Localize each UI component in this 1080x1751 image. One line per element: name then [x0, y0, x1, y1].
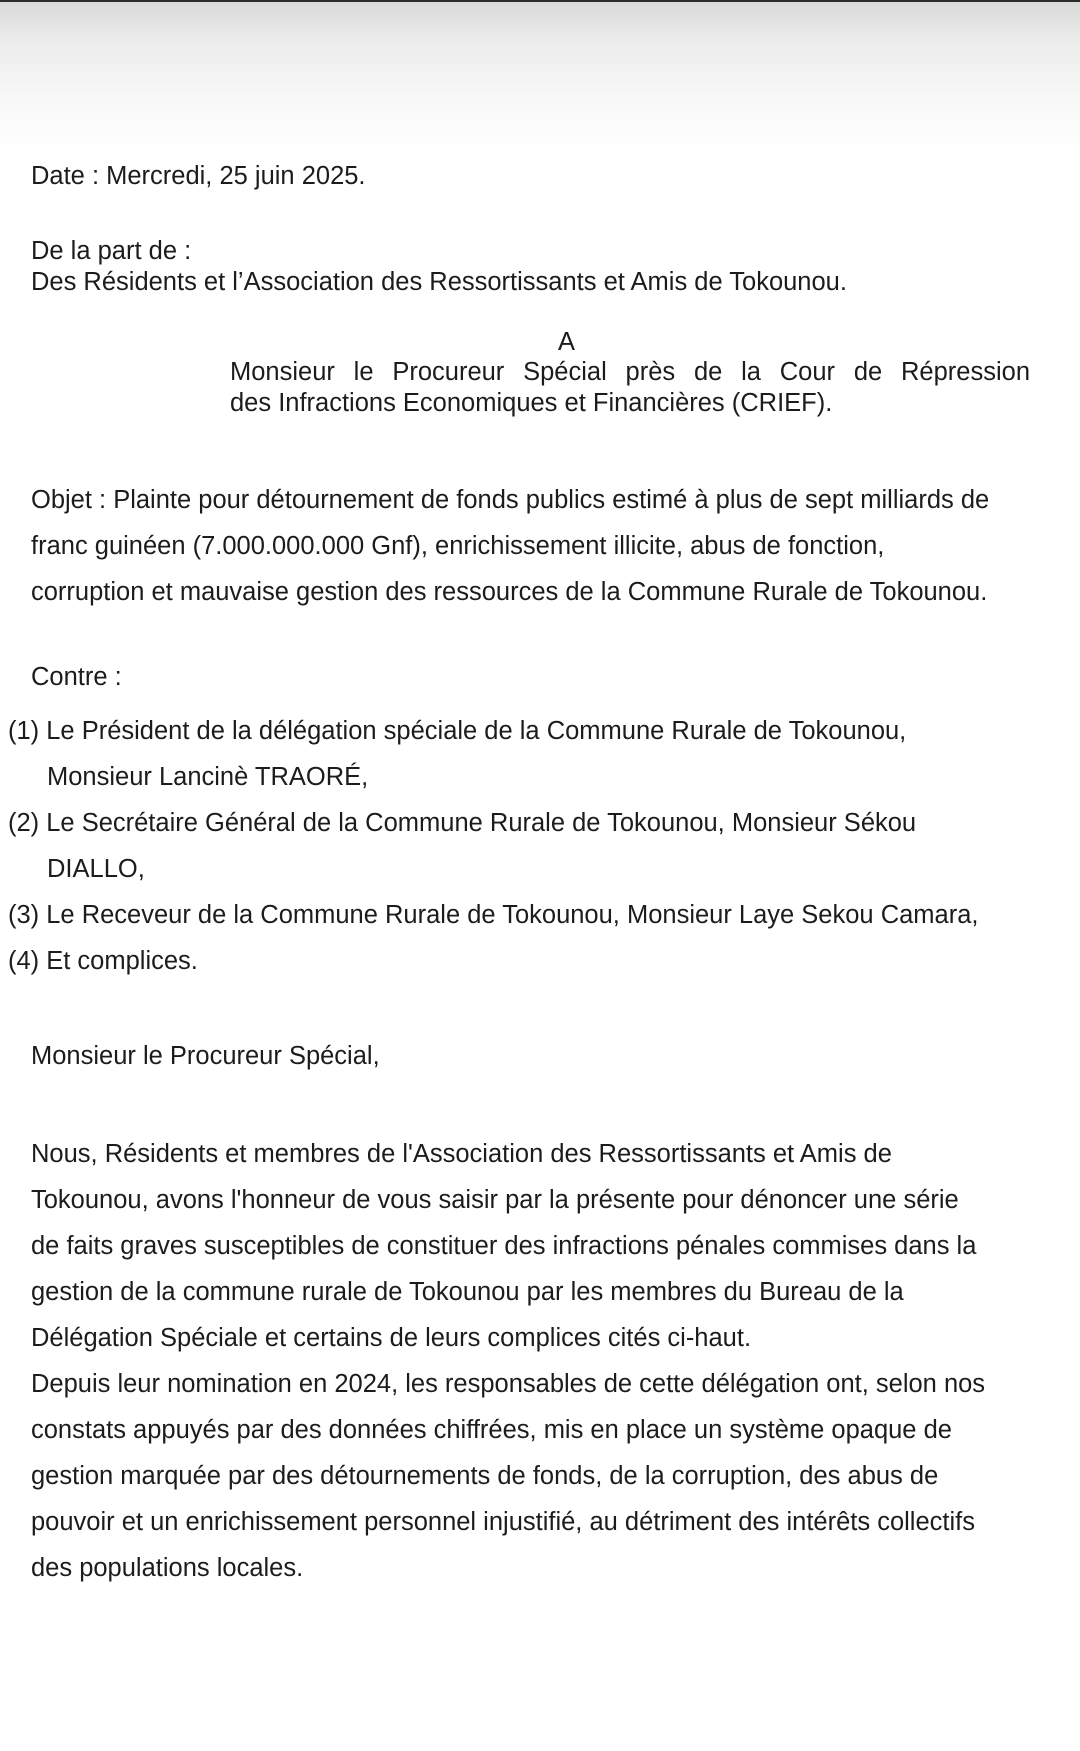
list-item: (2) Le Secrétaire Général de la Commune Rurale de Tokounou, Monsieur Sékou [8, 809, 917, 837]
body-paragraph [31, 1131, 1041, 1591]
object-paragraph [31, 477, 1031, 615]
body-line: gestion marquée par des détournements de fonds, de la corruption, des abus de [31, 1462, 939, 1490]
body-line: Nous, Résidents et membres de l'Association des Ressortissants et Amis de [31, 1140, 892, 1168]
body-line: de faits graves susceptibles de constituer des infractions pénales commises dans la [31, 1232, 977, 1260]
salutation: Monsieur le Procureur Spécial, [31, 1042, 380, 1070]
body-line: Tokounou, avons l'honneur de vous saisir par la présente pour dénoncer une série [31, 1186, 959, 1214]
against-label: Contre : [31, 663, 122, 691]
sender-label: De la part de : [31, 237, 192, 265]
list-item: (4) Et complices. [8, 947, 198, 975]
body-line: pouvoir et un enrichissement personnel injustifié, au détriment des intérêts collectifs [31, 1508, 975, 1536]
list-item-continuation: Monsieur Lancinè TRAORÉ, [47, 763, 369, 791]
object-line: corruption et mauvaise gestion des ressources de la Commune Rurale de Tokounou. [31, 578, 988, 606]
list-item-continuation: DIALLO, [47, 855, 145, 883]
body-line: des populations locales. [31, 1554, 304, 1582]
body-line: constats appuyés par des données chiffrées, mis en place un système opaque de [31, 1416, 952, 1444]
letter-date: Date : Mercredi, 25 juin 2025. [31, 162, 366, 190]
list-item: (1) Le Président de la délégation spéciale de la Commune Rurale de Tokounou, [8, 717, 907, 745]
object-line: Objet : Plainte pour détournement de fonds publics estimé à plus de sept milliards de [31, 486, 990, 514]
body-line: Délégation Spéciale et certains de leurs complices cités ci-haut. [31, 1324, 752, 1352]
list-item: (3) Le Receveur de la Commune Rurale de Tokounou, Monsieur Laye Sekou Camara, [8, 901, 979, 929]
recipient-block [230, 357, 1030, 419]
body-line: Depuis leur nomination en 2024, les responsables de cette délégation ont, selon nos [31, 1370, 986, 1398]
against-list [8, 708, 978, 984]
body-line: gestion de la commune rurale de Tokounou par les membres du Bureau de la [31, 1278, 904, 1306]
recipient-line: Monsieur le Procureur Spécial près de la Cour de Répression [230, 358, 1030, 386]
object-line: franc guinéen (7.000.000.000 Gnf), enrichissement illicite, abus de fonction, [31, 532, 885, 560]
recipient-line: des Infractions Economiques et Financières (CRIEF). [230, 389, 833, 417]
recipient-prefix: A [558, 328, 576, 356]
sender-value: Des Résidents et l’Association des Ressortissants et Amis de Tokounou. [31, 268, 847, 296]
